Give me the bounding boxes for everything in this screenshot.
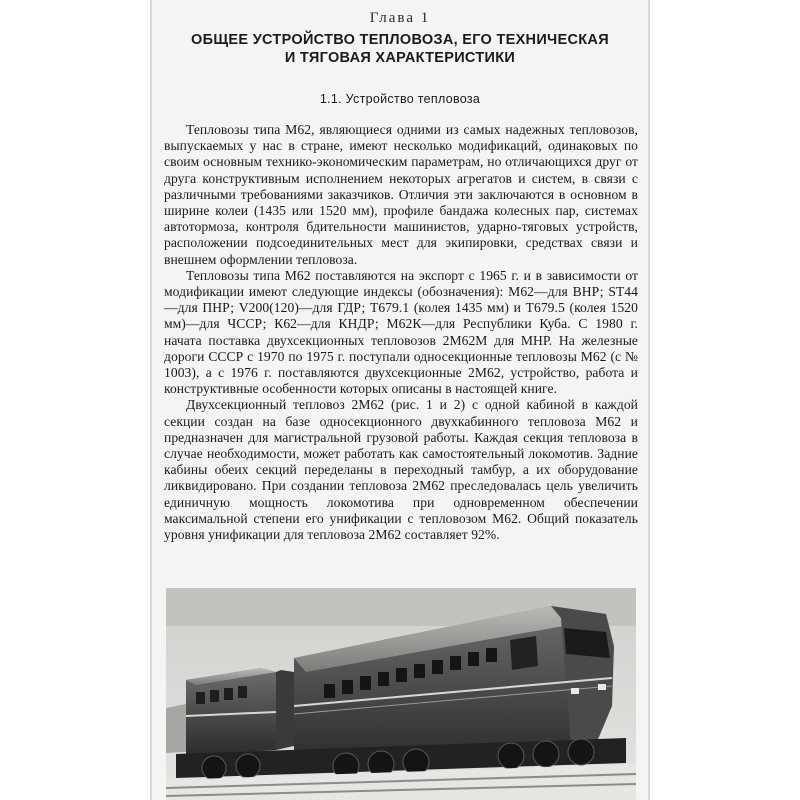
book-page [150, 0, 650, 800]
section-title: 1.1. Устройство тепловоза [319, 92, 481, 106]
paragraph: Тепловозы типа М62 поставляются на экспорт с 1965 г. и в зависимости от модификации имеют следующие индексы (обозначения): М62—для ВНР; ST44—для ПНР; V200(120)—для ГДР; Т679.1 (колея 1435 мм) и Т679.5 (колея 1520 мм)—для ЧССР; К62—для КНДР; М62К—для Республики Куба. С 1980 г. начата поставка двухсекционных тепловозов 2М62М для МНР. На железные дороги СССР с 1970 по 1975 г. поступали односекционные тепловозы М62 (с № 1003), а с 1976 г. поставляются двухсекционные 2М62, устройство, работа и конструктивные особенности которых описаны в настоящей книге. [164, 267, 638, 397]
body-text [164, 122, 638, 543]
chapter-title [162, 31, 638, 67]
locomotive-photo [166, 588, 636, 800]
chapter-label: Глава 1 [369, 10, 431, 26]
chapter-title-line-2: И ТЯГОВАЯ ХАРАКТЕРИСТИКИ [284, 50, 516, 66]
chapter-title-line-1: ОБЩЕЕ УСТРОЙСТВО ТЕПЛОВОЗА, ЕГО ТЕХНИЧЕСКАЯ [191, 32, 609, 48]
paragraph: Тепловозы типа М62, являющиеся одними из самых надежных тепловозов, выпускаемых у нас в стране, имеют несколько модификаций, одинаковых по своим основным технико-экономическим параметрам, но отличающихся друг от друга конструктивным исполнением некоторых агрегатов и систем, в связи с различными требованиями заказчиков. Отличия эти заключаются в основном в ширине колеи (1435 или 1520 мм), профиле бандажа колесных пар, системах автотормоза, контроля бдительности машинистов, ударно-тяговых устройств, расположении подсоединительных мест для экипировки, средствах связи и внешнем оформлении тепловоза. [164, 122, 638, 267]
paragraph: Двухсекционный тепловоз 2М62 (рис. 1 и 2) с одной кабиной в каждой секции создан на базе односекционного двухкабинного тепловоза М62 и предназначен для магистральной грузовой работы. Каждая секция тепловоза в случае необходимости, может работать как самостоятельный локомотив. Задние кабины обеих секций переделаны в переходный тамбур, а их оборудование ликвидировано. При создании тепловоза 2М62 преследовалась цель увеличить единичную мощность локомотива при одновременном обеспечении максимальной степени его унификации с тепловозом М62. Общий показатель уровня унификации для тепловоза 2М62 составляет 92%. [164, 397, 638, 543]
